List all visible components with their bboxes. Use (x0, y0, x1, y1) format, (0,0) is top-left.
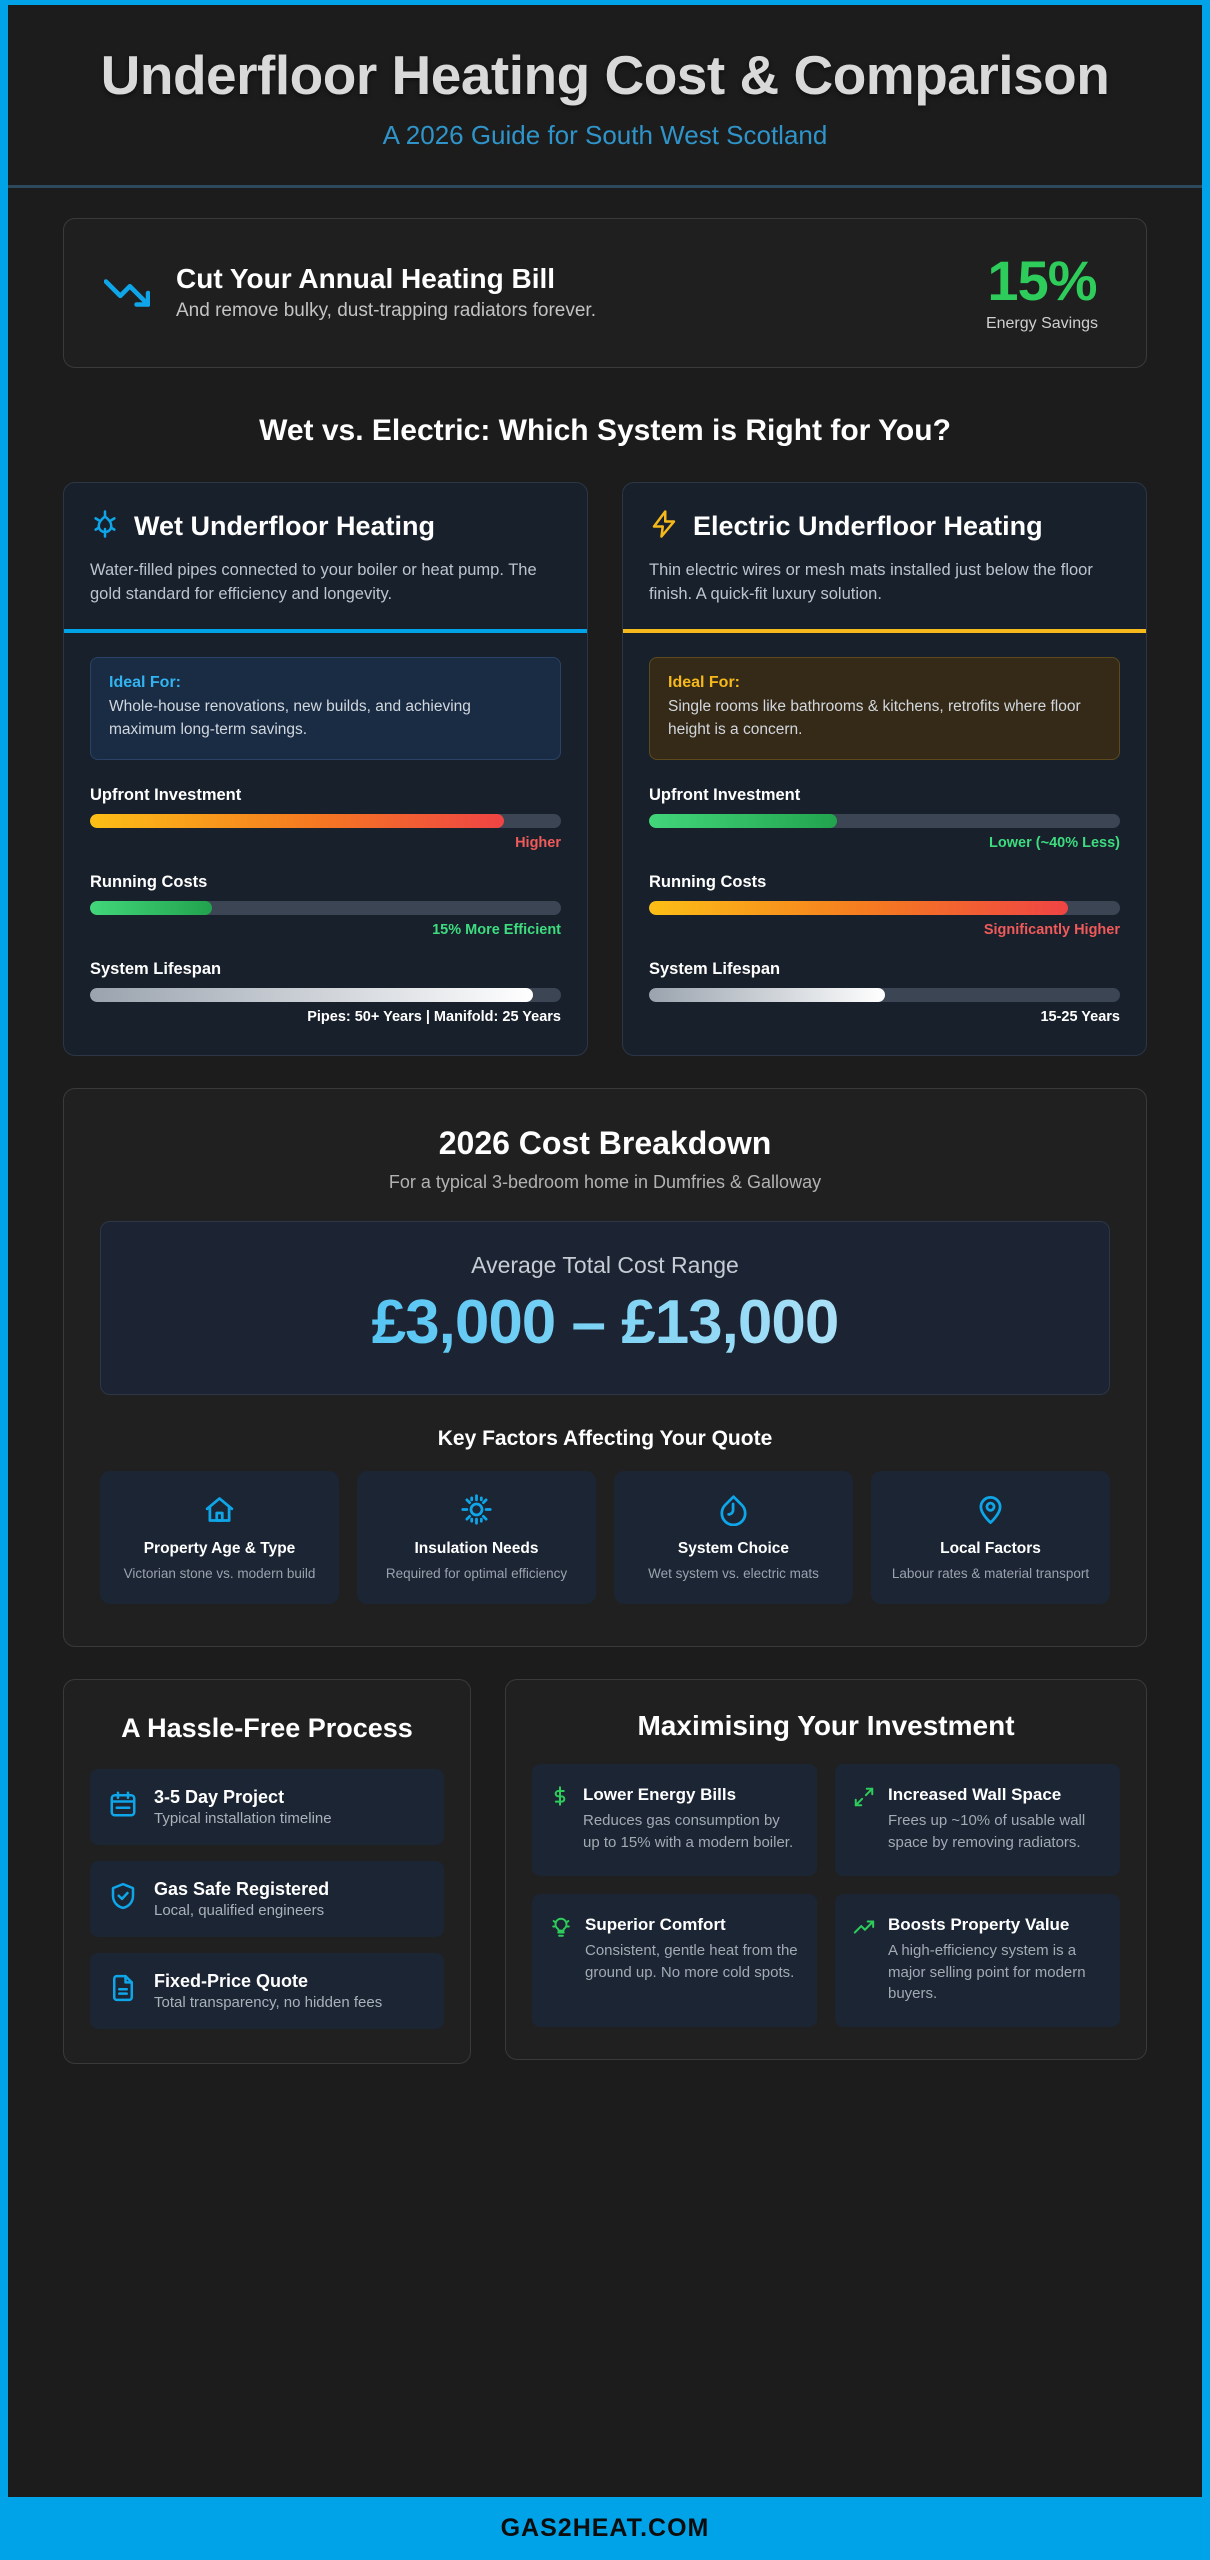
process-item-desc: Total transparency, no hidden fees (154, 1993, 383, 2011)
metric-note: Pipes: 50+ Years | Manifold: 25 Years (307, 1009, 561, 1026)
system-card-wet-name: Wet Underfloor Heating (134, 510, 436, 541)
cost-breakdown-title: 2026 Cost Breakdown (438, 1125, 772, 1162)
trending-down-icon (104, 270, 150, 316)
key-factor-card (357, 1471, 596, 1604)
ideal-for-label: Ideal For: (668, 674, 741, 692)
document-icon (108, 1973, 138, 2008)
metric-track (90, 814, 561, 828)
metric-running-costs (90, 873, 561, 938)
hero-subtitle: And remove bulky, dust-trapping radiators forever. (176, 300, 596, 322)
metric-label: System Lifespan (90, 960, 222, 979)
home-icon (114, 1493, 325, 1526)
benefit-desc: Consistent, gentle heat from the ground up. No more cold spots. (585, 1941, 798, 1981)
comparison-cards (63, 482, 1147, 1056)
key-factor-desc: Required for optimal efficiency (385, 1566, 568, 1582)
footer-brand: GAS2HEAT.COM (500, 2514, 710, 2542)
benefits-grid (532, 1764, 1120, 2027)
system-card-electric-ideal-box (649, 657, 1120, 760)
system-card-wet-body (64, 633, 587, 1055)
cost-range-box (100, 1221, 1110, 1395)
process-item-title: Fixed-Price Quote (154, 1970, 309, 1991)
shield-check-icon (108, 1881, 138, 1916)
metric-label: Running Costs (90, 873, 208, 892)
metric-track (90, 988, 561, 1002)
system-card-wet-ideal-box (90, 657, 561, 760)
metric-note: Significantly Higher (983, 922, 1120, 939)
system-card-wet-description: Water-filled pipes connected to your boiler or heat pump. The gold standard for efficiency and longevity. (90, 560, 537, 604)
key-factor-card (614, 1471, 853, 1604)
ideal-for-text: Single rooms like bathrooms & kitchens, retrofits where floor height is a concern. (668, 698, 1081, 738)
metric-track (649, 988, 1120, 1002)
bottom-row (63, 1679, 1147, 2098)
map-pin-icon (885, 1493, 1096, 1526)
page-body (8, 188, 1202, 2497)
system-card-wet (63, 482, 588, 1056)
hero-banner (63, 218, 1147, 368)
metric-note: Higher (515, 835, 561, 852)
system-card-electric-name: Electric Underfloor Heating (693, 510, 1043, 541)
system-card-wet-header (64, 483, 587, 634)
benefit-card (835, 1894, 1120, 2028)
key-factor-title: Insulation Needs (414, 1540, 539, 1558)
lightbulb-icon (550, 1914, 572, 1943)
page-title: Underfloor Heating Cost & Comparison (100, 44, 1110, 106)
ideal-for-text: Whole-house renovations, new builds, and achieving maximum long-term savings. (109, 698, 471, 738)
benefit-card (532, 1764, 817, 1876)
key-factor-desc: Wet system vs. electric mats (648, 1566, 819, 1582)
process-panel (63, 1679, 471, 2064)
metric-system-lifespan (649, 960, 1120, 1025)
key-factor-desc: Victorian stone vs. modern build (123, 1566, 316, 1582)
metric-upfront-investment (90, 786, 561, 851)
benefit-desc: A high-efficiency system is a major selling point for modern buyers. (888, 1941, 1086, 2003)
benefit-card (835, 1764, 1120, 1876)
metric-upfront-investment (649, 786, 1120, 851)
droplet-flow-icon (628, 1493, 839, 1526)
process-item-title: 3-5 Day Project (154, 1786, 285, 1807)
benefit-title: Lower Energy Bills (583, 1784, 737, 1804)
hero-title: Cut Your Annual Heating Bill (176, 263, 556, 295)
page-header (8, 5, 1202, 188)
hero-stat (985, 248, 1106, 333)
system-card-electric (622, 482, 1147, 1056)
metric-fill (649, 988, 885, 1002)
cost-breakdown-panel (63, 1088, 1147, 1647)
ideal-for-label: Ideal For: (109, 674, 182, 692)
page-subtitle: A 2026 Guide for South West Scotland (382, 119, 828, 150)
key-factor-title: Local Factors (940, 1540, 1041, 1558)
benefit-title: Boosts Property Value (888, 1914, 1070, 1934)
metric-system-lifespan (90, 960, 561, 1025)
benefit-desc: Frees up ~10% of usable wall space by removing radiators. (888, 1812, 1086, 1851)
page-footer (8, 2497, 1202, 2560)
process-item (90, 1861, 444, 1937)
metric-label: System Lifespan (649, 960, 781, 979)
hero-stat-caption: Energy Savings (985, 314, 1098, 332)
benefit-title: Superior Comfort (585, 1914, 726, 1934)
hero-stat-value: 15% (987, 248, 1097, 312)
hero-text (176, 263, 960, 322)
metric-track (649, 901, 1120, 915)
key-factor-card (871, 1471, 1110, 1604)
metric-label: Upfront Investment (649, 786, 801, 805)
cost-range-value: £3,000 – £13,000 (121, 1287, 1089, 1358)
process-item-title: Gas Safe Registered (154, 1878, 330, 1899)
process-item (90, 1769, 444, 1845)
key-factors-title: Key Factors Affecting Your Quote (437, 1427, 773, 1451)
system-card-electric-description: Thin electric wires or mesh mats installed just below the floor finish. A quick-fit luxury solution. (649, 560, 1093, 604)
benefit-desc: Reduces gas consumption by up to 15% with a modern boiler. (583, 1812, 794, 1851)
metric-label: Running Costs (649, 873, 767, 892)
metric-fill (90, 814, 504, 828)
metric-fill (649, 901, 1068, 915)
metric-fill (90, 988, 533, 1002)
metric-note: Lower (~40% Less) (989, 835, 1120, 852)
expand-icon (853, 1784, 875, 1813)
key-factor-desc: Labour rates & material transport (891, 1566, 1090, 1582)
key-factor-card (100, 1471, 339, 1604)
process-item-desc: Local, qualified engineers (154, 1901, 325, 1919)
key-factor-title: System Choice (677, 1540, 790, 1558)
system-card-electric-header (623, 483, 1146, 634)
comparison-section-title: Wet vs. Electric: Which System is Right for You? (259, 413, 951, 447)
system-card-electric-body (623, 633, 1146, 1055)
benefit-card (532, 1894, 817, 2028)
process-item-desc: Typical installation timeline (154, 1809, 332, 1827)
metric-fill (90, 901, 212, 915)
key-factors-grid (100, 1471, 1110, 1604)
metric-note: 15% More Efficient (432, 922, 561, 939)
maximise-panel (505, 1679, 1147, 2060)
trending-up-icon (853, 1914, 875, 1943)
process-item (90, 1953, 444, 2029)
water-droplet-icon (90, 509, 120, 544)
metric-fill (649, 814, 837, 828)
cost-breakdown-subtitle: For a typical 3-bedroom home in Dumfries & Galloway (388, 1172, 822, 1193)
system-card-electric-title-row (649, 509, 1120, 544)
dollar-icon (550, 1784, 570, 1811)
calendar-icon (108, 1789, 138, 1824)
metric-label: Upfront Investment (90, 786, 242, 805)
metric-track (649, 814, 1120, 828)
key-factor-title: Property Age & Type (143, 1540, 296, 1558)
metric-track (90, 901, 561, 915)
metric-running-costs (649, 873, 1120, 938)
process-title: A Hassle-Free Process (121, 1712, 413, 1743)
metric-note: 15-25 Years (1040, 1009, 1120, 1026)
maximise-title: Maximising Your Investment (637, 1709, 1015, 1741)
system-card-wet-title-row (90, 509, 561, 544)
benefit-title: Increased Wall Space (888, 1784, 1062, 1804)
insulation-icon (371, 1493, 582, 1526)
cost-range-caption: Average Total Cost Range (471, 1252, 739, 1279)
lightning-bolt-icon (649, 509, 679, 544)
